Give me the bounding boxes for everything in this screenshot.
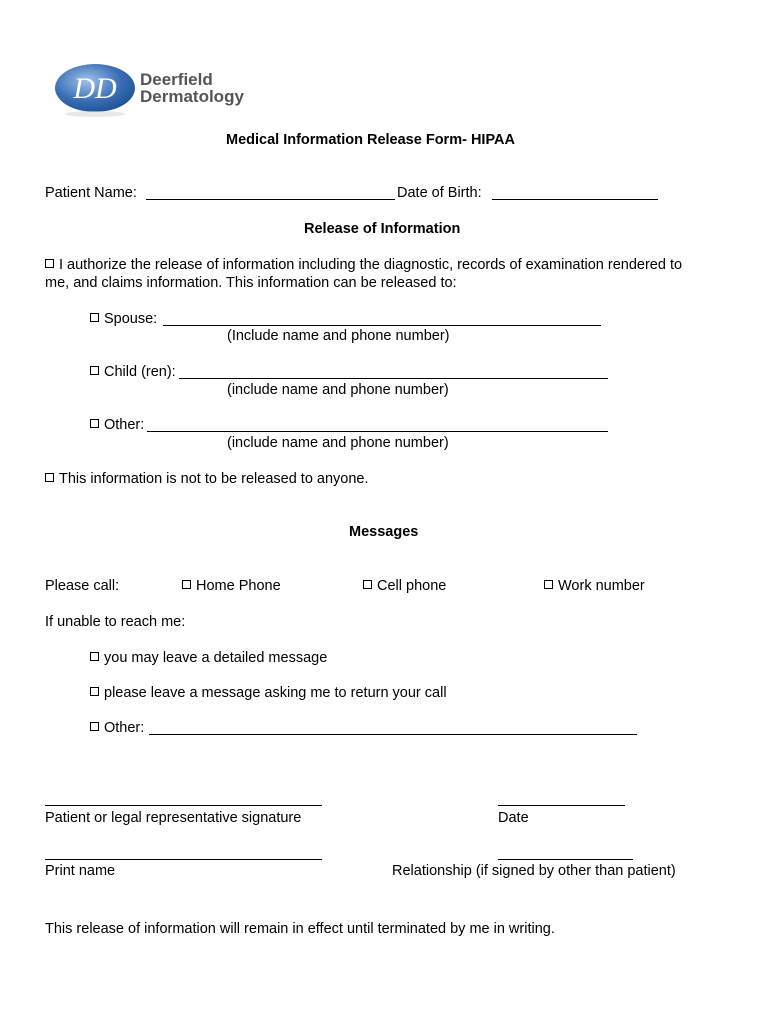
print-name-label: Print name	[45, 863, 116, 879]
patient-name-label: Patient Name:	[45, 185, 137, 201]
logo-name-line2: Dermatology	[140, 87, 244, 106]
home-phone-checkbox[interactable]	[182, 580, 191, 589]
deerfield-dermatology-logo	[52, 60, 282, 120]
patient-name-field[interactable]	[146, 199, 395, 200]
messages-other-checkbox[interactable]	[90, 722, 99, 731]
form-title: Medical Information Release Form- HIPAA	[226, 132, 515, 148]
child-note: (include name and phone number)	[227, 382, 449, 398]
detailed-message-option[interactable]	[90, 649, 327, 667]
child-option[interactable]	[90, 363, 176, 381]
logo-name-line1: Deerfield	[140, 70, 213, 89]
footer-text: This release of information will remain in effect until terminated by me in writing.	[45, 921, 555, 937]
dob-label: Date of Birth:	[397, 185, 482, 201]
messages-other-option[interactable]	[90, 719, 144, 737]
messages-other-field[interactable]	[149, 734, 637, 735]
messages-heading: Messages	[349, 524, 419, 540]
return-call-option[interactable]	[90, 684, 447, 702]
messages-other-label: Other:	[104, 720, 145, 736]
date-field[interactable]	[498, 805, 625, 806]
cell-phone-label: Cell phone	[377, 578, 447, 594]
signature-label: Patient or legal representative signature	[45, 810, 302, 826]
release-other-field[interactable]	[147, 431, 608, 432]
unable-to-reach-label: If unable to reach me:	[45, 614, 186, 630]
child-field[interactable]	[179, 378, 608, 379]
cell-phone-checkbox[interactable]	[363, 580, 372, 589]
work-number-checkbox[interactable]	[544, 580, 553, 589]
spouse-checkbox[interactable]	[90, 313, 99, 322]
spouse-option[interactable]	[90, 310, 157, 328]
spouse-field[interactable]	[163, 325, 601, 326]
not-released-option[interactable]	[45, 470, 369, 488]
work-number-label: Work number	[558, 578, 645, 594]
not-released-checkbox[interactable]	[45, 473, 54, 482]
relationship-label: Relationship (if signed by other than patient)	[392, 863, 676, 879]
authorize-text-line1: I authorize the release of information including the diagnostic, records of examination rendered to	[59, 257, 683, 273]
logo-monogram: DD	[73, 72, 117, 105]
please-call-label: Please call:	[45, 578, 120, 594]
authorize-checkbox[interactable]	[45, 259, 54, 268]
release-other-checkbox[interactable]	[90, 419, 99, 428]
home-phone-label: Home Phone	[196, 578, 281, 594]
spouse-note: (Include name and phone number)	[227, 328, 450, 344]
child-label: Child (ren):	[104, 364, 176, 380]
authorize-text-line2: me, and claims information. This information can be released to:	[45, 275, 457, 291]
authorize-option[interactable]	[45, 256, 682, 274]
release-other-label: Other:	[104, 417, 145, 433]
return-call-label: please leave a message asking me to return your call	[104, 685, 447, 701]
work-number-option[interactable]	[544, 577, 645, 595]
spouse-label: Spouse:	[104, 311, 158, 327]
home-phone-option[interactable]	[182, 577, 281, 595]
cell-phone-option[interactable]	[363, 577, 446, 595]
child-checkbox[interactable]	[90, 366, 99, 375]
relationship-field[interactable]	[498, 859, 633, 860]
date-label: Date	[498, 810, 529, 826]
print-name-field[interactable]	[45, 859, 322, 860]
not-released-text: This information is not to be released to anyone.	[59, 471, 369, 487]
release-other-option[interactable]	[90, 416, 144, 434]
detailed-message-checkbox[interactable]	[90, 652, 99, 661]
dob-field[interactable]	[492, 199, 658, 200]
detailed-message-label: you may leave a detailed message	[104, 650, 328, 666]
return-call-checkbox[interactable]	[90, 687, 99, 696]
release-heading: Release of Information	[304, 221, 461, 237]
other-note: (include name and phone number)	[227, 435, 449, 451]
signature-field[interactable]	[45, 805, 322, 806]
